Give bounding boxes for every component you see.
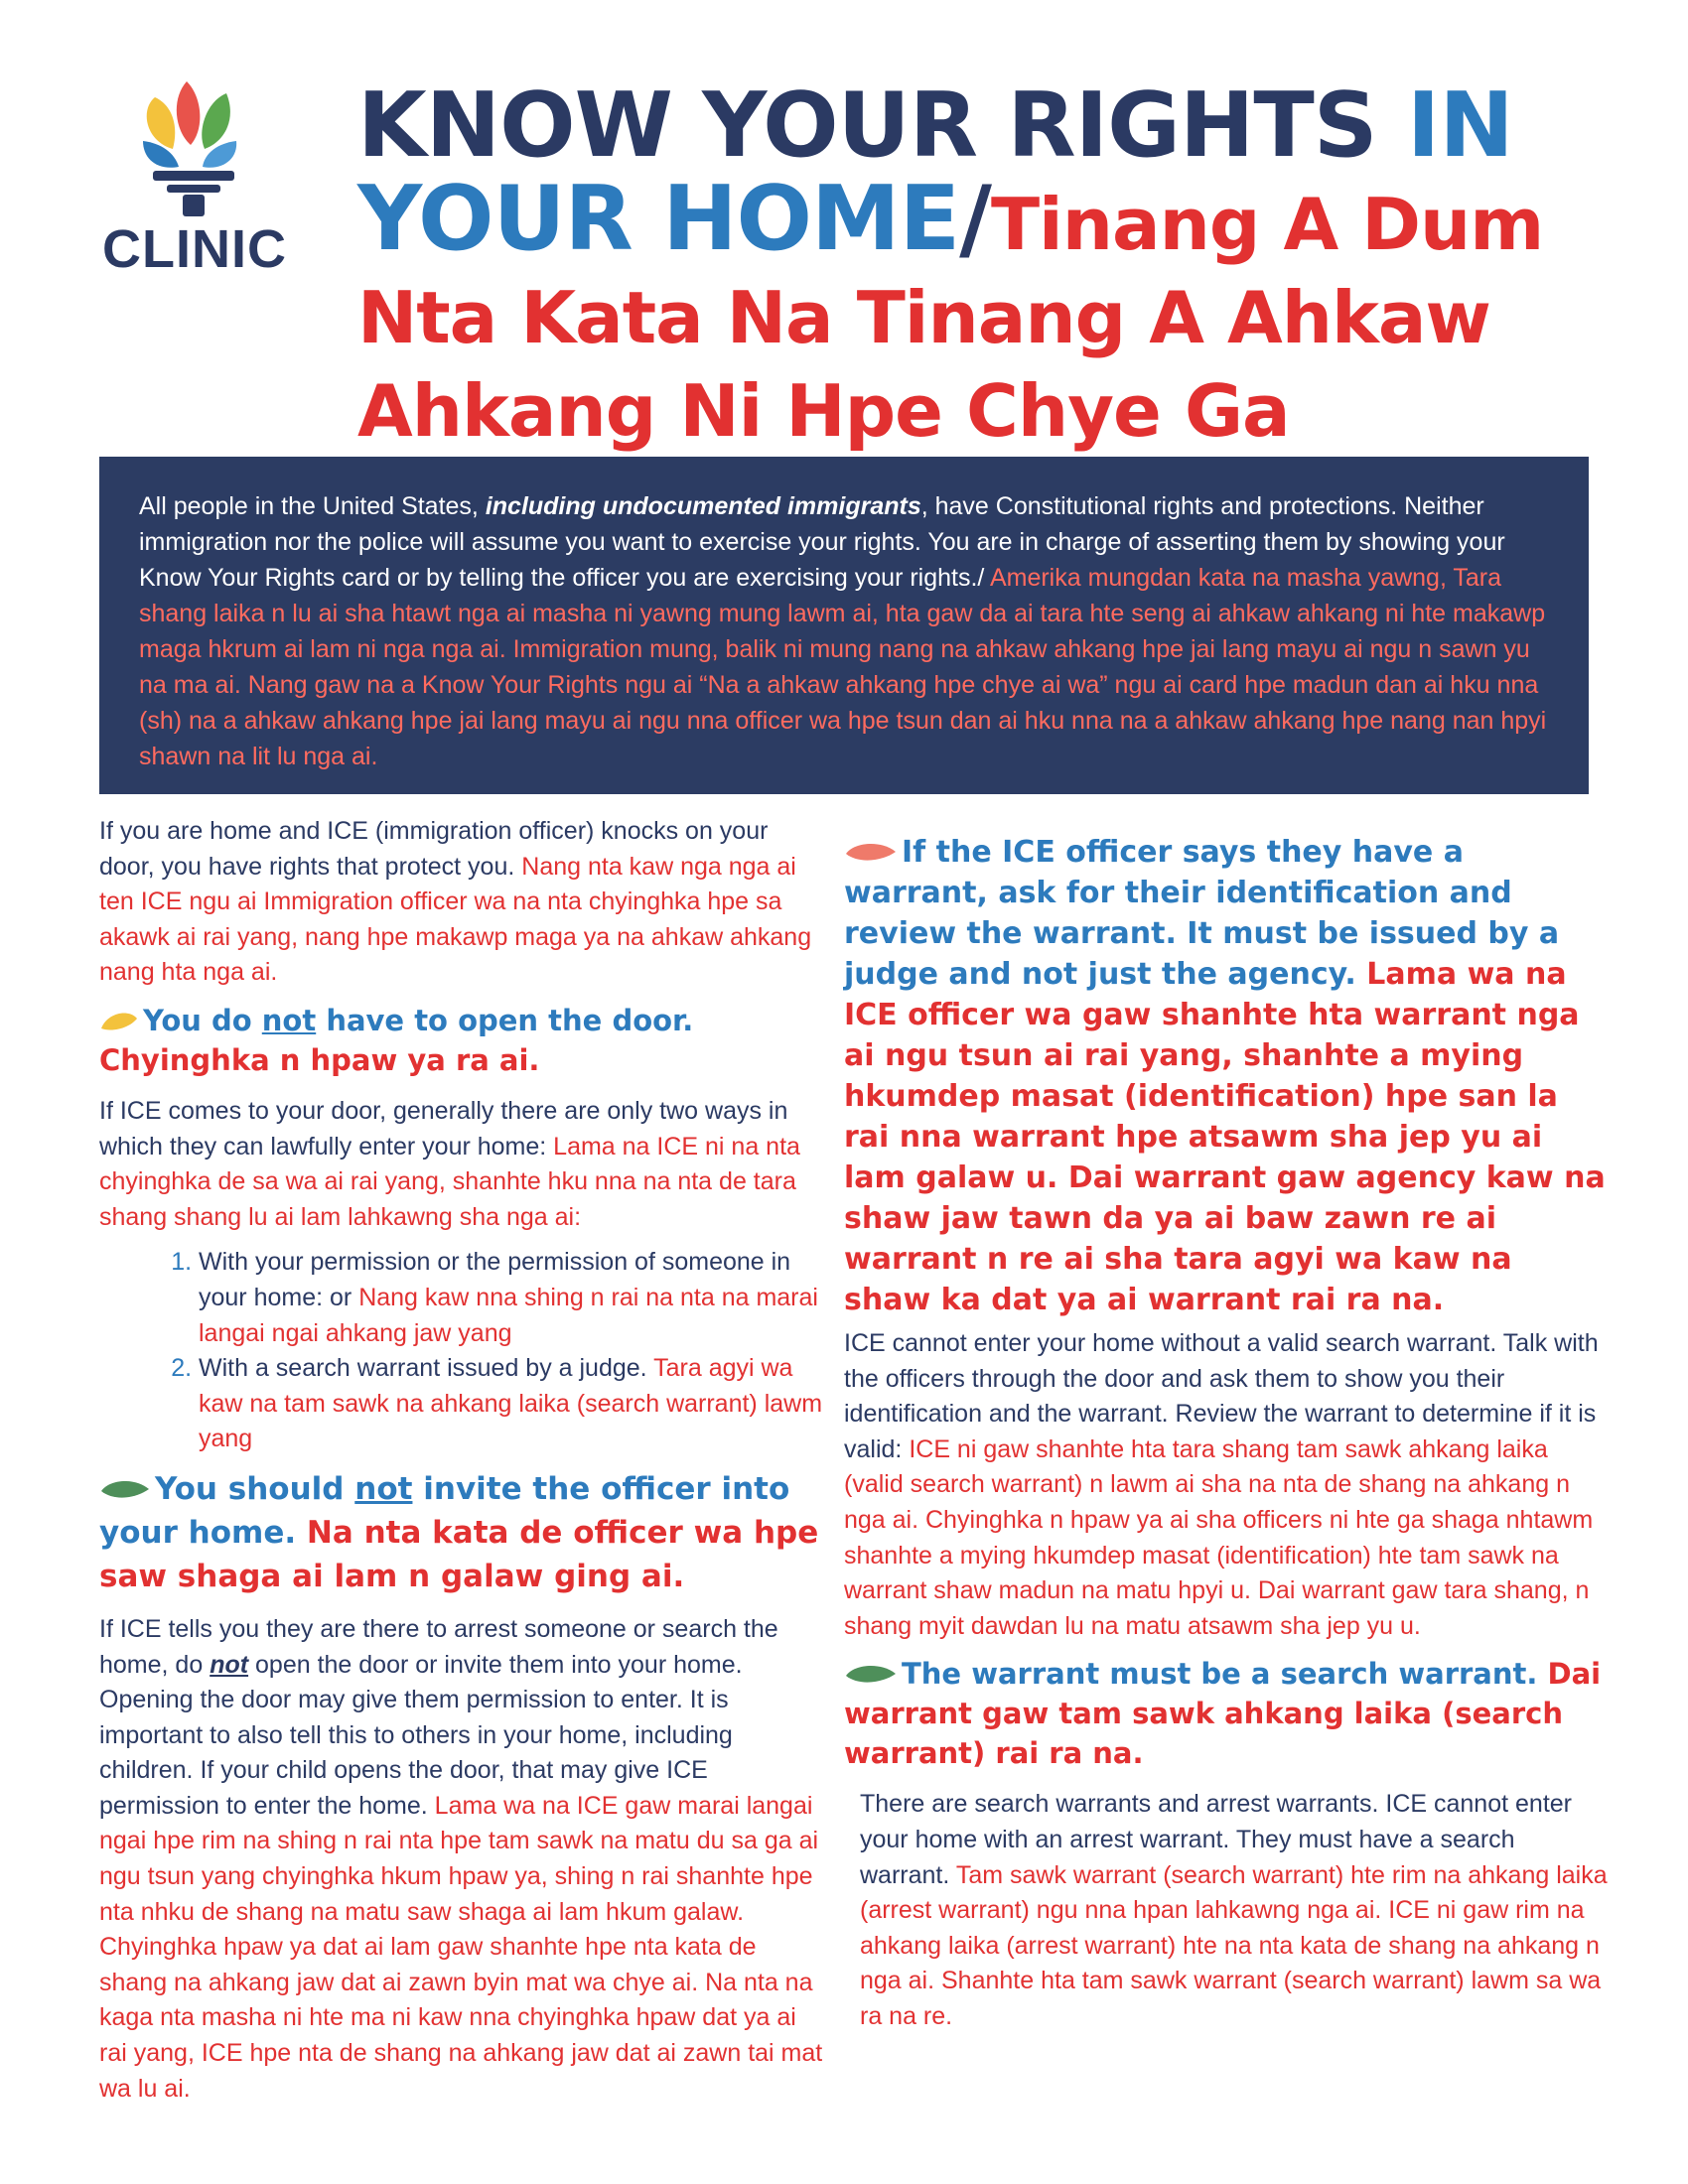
heading-search-warrant-kachin: Dai warrant gaw tam sawk ahkang laika (search warrant) rai ra na. bbox=[844, 1657, 1602, 1771]
heading-open-door-a: You do bbox=[143, 1003, 262, 1037]
heading-open-door-kachin: Chyinghka n hpaw ya ra ai. bbox=[99, 1042, 540, 1077]
paragraph-knock-kachin: Nang nta kaw nga nga ai ten ICE ngu ai Immigration officer wa na nta chyinghka hpe sa akawk ai rai yang, nang hpe makawp maga ya na ahkaw ahkang nang hta nga ai. bbox=[99, 852, 812, 987]
left-column bbox=[99, 814, 824, 2116]
heading-warrant-id bbox=[844, 832, 1609, 1320]
heading-invite-kachin: Na nta kata de officer wa hpe saw shaga ai lam n galaw ging ai. bbox=[99, 1514, 819, 1594]
heading-search-warrant-en: The warrant must be a search warrant. bbox=[902, 1657, 1548, 1692]
paragraph-valid-warrant bbox=[844, 1326, 1609, 1644]
paragraph-knock bbox=[99, 814, 824, 991]
list-item bbox=[199, 1351, 824, 1457]
title-separator: / bbox=[959, 167, 991, 271]
paragraph-knock-en: If you are home and ICE (immigration officer) knocks on your door, you have rights that protect you. bbox=[99, 817, 769, 881]
list-item bbox=[199, 1245, 824, 1351]
title-english-part1: KNOW YOUR RIGHTS bbox=[357, 73, 1407, 178]
intro-kachin: Amerika mungdan kata na masha yawng, Tara shang laika n lu ai sha htawt nga ai masha ni yawng mung lawm ai, hta gaw da ai tara hte seng ai ahkaw ahkang ni hte makawp maga hkrum ai lam ni nga nga ai. Immigration mung, balik ni mung nang na ahkaw ahkang hpe jai lang mayu ai ngu n sawn yu na ma ai. Nang gaw na a Know Your Rights ngu ai “Na a ahkaw ahkang hpe chye ai wa” ngu ai card hpe madun dan ai hku nna (sh) na a ahkaw ahkang hpe jai lang mayu ai ngu nna officer wa hpe tsun dan ai hku nna na a ahkaw ahkang hpe nang nan hpyi shawn na lit lu nga ai. bbox=[139, 564, 1547, 770]
green-leaf-icon bbox=[844, 1662, 898, 1686]
intro-english-b: , have Constitutional rights and protections. Neither immigration nor the police will assume you want to exercise your rights. You are in charge of asserting them by showing your Know Your Rights card or by telling the officer you are exercising your rights./ bbox=[139, 492, 1505, 592]
paragraph-warrant-types-en: There are search warrants and arrest warrants. ICE cannot enter your home with an arrest warrant. They must have a search warrant. bbox=[860, 1790, 1572, 1889]
page-title bbox=[357, 73, 1638, 453]
red-leaf-icon bbox=[844, 840, 898, 864]
title-english-part2: IN YOUR HOME bbox=[357, 73, 1513, 271]
title-kachin-line3: Ahkang Ni Hpe Chye Ga bbox=[357, 369, 1290, 453]
paragraph-two-ways-en: If ICE comes to your door, generally there are only two ways in which they can lawfully enter your home: bbox=[99, 1096, 788, 1160]
paragraph-arrest-a: If ICE tells you they are there to arrest someone or search the home, do bbox=[99, 1614, 778, 1679]
heading-invite-a: You should bbox=[155, 1470, 355, 1507]
heading-invite-not: not bbox=[354, 1470, 413, 1507]
ways-list bbox=[99, 1245, 824, 1457]
logo-text: CLINIC bbox=[102, 219, 287, 279]
heading-invite-b: invite the officer into your home. bbox=[99, 1470, 790, 1551]
heading-open-door-not: not bbox=[261, 1003, 317, 1037]
heading-invite bbox=[99, 1467, 824, 1598]
paragraph-two-ways bbox=[99, 1094, 824, 1235]
list-item-2-kachin: Tara agyi wa kaw na tam sawk na ahkang laika (search warrant) lawm yang bbox=[199, 1354, 823, 1453]
paragraph-valid-warrant-kachin: ICE ni gaw shanhte hta tara shang tam sawk ahkang laika (valid search warrant) n lawm ai sha na nta de shang na ahkang n nga ai. Chyinghka n hpaw ya ai sha officers ni hte ga shaga nhtawm shanhte a mying hkumdep masat (identification) hte tam sawk na warrant shaw madun na matu hpyi u. Dai warrant gaw tara shang, n shang myit dawdan lu na matu atsawm sha jep yu u. bbox=[844, 1434, 1594, 1640]
green-leaf-icon bbox=[99, 1477, 151, 1501]
intro-english-a: All people in the United States, bbox=[139, 492, 486, 520]
paragraph-warrant-types-kachin: Tam sawk warrant (search warrant) hte rim na ahkang laika (arrest warrant) ngu nna hpan lahkawng nga ai. ICE ni gaw rim na ahkang laika (arrest warrant) hte na nta kata de shang na ahkang n nga ai. Shanhte hta tam sawk warrant (search warrant) lawm sa wa ra na re. bbox=[860, 1860, 1608, 2030]
heading-open-door bbox=[99, 1001, 824, 1080]
list-item-2-en: With a search warrant issued by a judge. bbox=[199, 1354, 654, 1383]
title-kachin-line1: Tinang A Dum bbox=[990, 183, 1544, 266]
heading-warrant-id-kachin: Lama wa na ICE officer wa gaw shanhte hta warrant nga ai ngu tsun ai rai yang, shanhte a mying hkumdep masat (identification) hpe san la rai nna warrant hpe atsawm sha jep yu ai lam galaw u. Dai warrant gaw agency kaw na shaw jaw tawn da ya ai baw zawn re ai warrant n re ai sha tara agyi wa kaw na shaw ka dat ya ai warrant rai ra na. bbox=[844, 957, 1606, 1317]
right-column bbox=[844, 814, 1609, 2045]
paragraph-arrest-b: open the door or invite them into your home. Opening the door may give them permission to enter. It is important to also tell this to others in your home, including children. If your child opens the door, that may give ICE permission to enter the home. bbox=[99, 1650, 743, 1820]
paragraph-arrest-not: not bbox=[210, 1650, 249, 1679]
intro-english-emphasis: including undocumented immigrants bbox=[485, 492, 921, 520]
list-item-1-kachin: Nang kaw nna shing n rai na nta na marai langai ngai ahkang jaw yang bbox=[199, 1283, 818, 1347]
heading-warrant-id-en: If the ICE officer says they have a warrant, ask for their identification and review the warrant. It must be issued by a judge and not just the agency. bbox=[844, 835, 1560, 992]
paragraph-warrant-types bbox=[844, 1787, 1609, 2034]
clinic-logo bbox=[95, 79, 294, 288]
list-item-1-en: With your permission or the permission of someone in your home: or bbox=[199, 1248, 791, 1311]
paragraph-valid-warrant-en: ICE cannot enter your home without a valid search warrant. Talk with the officers through the door and ask them to show you their identification and the warrant. Review the warrant to determine if it is valid: bbox=[844, 1329, 1599, 1463]
heading-open-door-b: have to open the door. bbox=[316, 1003, 694, 1037]
title-kachin-line2: Nta Kata Na Tinang A Ahkaw bbox=[357, 276, 1490, 359]
paragraph-two-ways-kachin: Lama na ICE ni na nta chyinghka de sa wa ai rai yang, shanhte hku nna na nta de tara shang shang lu ai lam lahkawng sha nga ai: bbox=[99, 1132, 800, 1231]
flower-torch-icon bbox=[95, 79, 294, 218]
intro-box bbox=[99, 457, 1589, 794]
paragraph-arrest-kachin: Lama wa na ICE gaw marai langai ngai hpe rim na shing n rai nta hpe tam sawk na matu du sa ga ai ngu tsun yang chyinghka hkum hpaw ya, shing n rai shanhte hpe nta nhku de shang na matu saw shaga ai lam hkum galaw. Chyinghka hpaw ya dat ai lam gaw shanhte hpe nta kata de shang na ahkang jaw dat ai zawn byin mat wa chye ai. Na nta na kaga nta masha ni hte ma ni kaw nna chyinghka hpaw dat ya ai rai yang, ICE hpe nta de shang na ahkang jaw dat ai zawn tai mat wa lu ai. bbox=[99, 1791, 823, 2103]
heading-search-warrant bbox=[844, 1654, 1609, 1773]
paragraph-arrest bbox=[99, 1612, 824, 2107]
yellow-leaf-icon bbox=[99, 1009, 139, 1032]
